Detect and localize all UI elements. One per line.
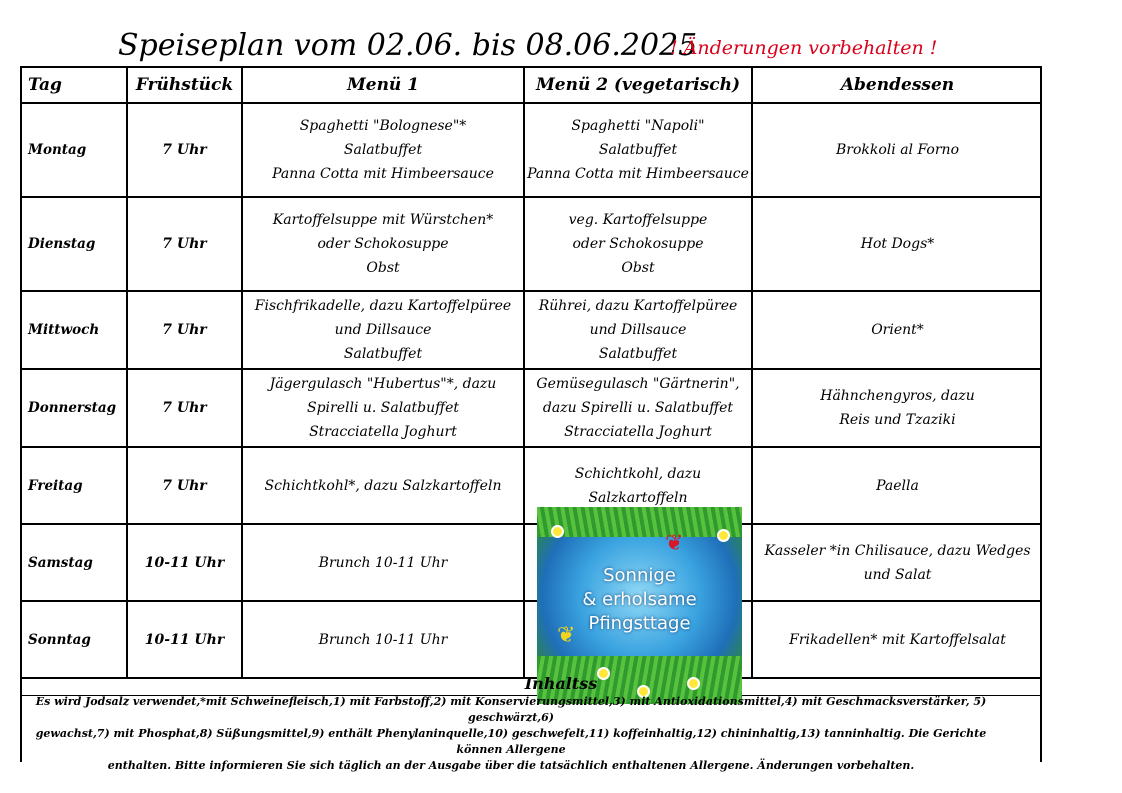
change-notice: ! Änderungen vorbehalten ! (670, 37, 938, 59)
menu1-cell (243, 104, 523, 196)
dish-line: Salatbuffet (343, 142, 423, 158)
legend-line: enthalten. Bitte informieren Sie sich täglich an der Ausgabe über die tatsächlich enthaltenen Allergene. Änderungen vorbehalten. (107, 759, 915, 772)
banner-line-3: Pfingsttage (588, 613, 691, 634)
menu1-cell (243, 448, 523, 523)
legend-text (12, 694, 1010, 774)
dish-line: Stracciatella Joghurt (309, 424, 457, 440)
dish-line: Paella (876, 477, 919, 494)
dish-line: Fischfrikadelle, dazu Kartoffelpüree (254, 298, 512, 314)
dish-line: veg. Kartoffelsuppe (568, 212, 708, 228)
dinner-cell (753, 602, 1042, 677)
dish-line: Obst (621, 260, 655, 276)
dinner-cell (753, 292, 1042, 368)
menu2-cell (525, 370, 751, 446)
dish-line: Kasseler *in Chilisauce, dazu Wedges (764, 542, 1031, 559)
dish-line: oder Schokosuppe (317, 236, 449, 252)
menu-table (20, 66, 1042, 762)
dish-line: Jägergulasch "Hubertus"*, dazu (269, 376, 497, 392)
dinner-cell (753, 104, 1042, 196)
menu1-cell (243, 292, 523, 368)
dinner-cell (753, 370, 1042, 446)
breakfast-cell: 7 Uhr (162, 477, 207, 494)
column-header: Abendessen (840, 75, 955, 95)
day-cell: Donnerstag (28, 400, 117, 416)
butterfly-icon: ❦ (557, 623, 576, 648)
dish-line: Salzkartoffeln (588, 489, 688, 506)
dish-line: Reis und Tzaziki (839, 412, 956, 428)
flower-icon (551, 525, 564, 538)
breakfast-cell: 7 Uhr (162, 236, 207, 252)
breakfast-cell: 10-11 Uhr (144, 631, 225, 648)
breakfast-cell: 7 Uhr (162, 400, 207, 416)
dish-line: und Dillsauce (589, 322, 687, 338)
dish-line: oder Schokosuppe (572, 236, 704, 252)
menu2-cell (525, 104, 751, 196)
dish-line: Spaghetti "Napoli" (571, 118, 705, 134)
dish-line: Salatbuffet (598, 142, 678, 158)
dish-line: dazu Spirelli u. Salatbuffet (542, 400, 734, 416)
dish-line: Rührei, dazu Kartoffelpüree (538, 298, 738, 314)
dish-line: Gemüsegulasch "Gärtnerin", (536, 376, 740, 392)
flower-icon (717, 529, 730, 542)
dish-line: Spirelli u. Salatbuffet (306, 400, 459, 416)
dish-line: Brunch 10-11 Uhr (318, 554, 448, 571)
day-cell: Mittwoch (28, 322, 100, 338)
day-cell: Dienstag (28, 236, 96, 252)
day-cell: Montag (28, 142, 87, 158)
column-header: Frühstück (135, 75, 234, 95)
legend-line: gewachst,7) mit Phosphat,8) Süßungsmittel,9) enthält Phenylaninquelle,10) geschwefelt,11) koffeinhaltig,12) chininhaltig,13) tanninhaltig. Die Gerichte können Allergene (35, 727, 987, 756)
dish-line: Schichtkohl*, dazu Salzkartoffeln (264, 477, 502, 494)
dish-line: Kartoffelsuppe mit Würstchen* (272, 212, 494, 228)
menu1-cell (243, 525, 523, 600)
banner-line-2: & erholsame (582, 589, 697, 610)
menu2-cell (525, 198, 751, 290)
dish-line: Spaghetti "Bolognese"* (299, 118, 467, 134)
legend-title: Inhaltss (524, 674, 598, 693)
dish-line: Brokkoli al Forno (836, 142, 959, 158)
dish-line: und Salat (863, 566, 932, 583)
menu2-cell (525, 292, 751, 368)
dish-line: Obst (366, 260, 400, 276)
legend-line: Es wird Jodsalz verwendet,*mit Schweinefleisch,1) mit Farbstoff,2) mit Konservierungsmittel,3) mit Antioxidationsmittel,4) mit Geschmacksverstärker, 5) geschwärzt,6) (35, 695, 987, 724)
dish-line: Orient* (871, 322, 924, 338)
page-title: Speiseplan vom 02.06. bis 08.06.2025 (118, 28, 698, 63)
menu1-cell (243, 370, 523, 446)
banner-line-1: Sonnige (603, 565, 676, 586)
dish-line: Salatbuffet (343, 346, 423, 362)
menu1-cell (243, 602, 523, 677)
day-cell: Sonntag (28, 631, 91, 648)
menu1-cell (243, 198, 523, 290)
dish-line: Frikadellen* mit Kartoffelsalat (789, 631, 1006, 648)
column-header: Tag (28, 75, 62, 95)
dish-line: Stracciatella Joghurt (564, 424, 712, 440)
column-header: Menü 1 (346, 75, 420, 95)
dish-line: Salatbuffet (598, 346, 678, 362)
dinner-cell (753, 448, 1042, 523)
breakfast-cell: 7 Uhr (162, 142, 207, 158)
dish-line: Panna Cotta mit Himbeersauce (527, 166, 749, 182)
column-header: Menü 2 (vegetarisch) (535, 75, 741, 95)
dish-line: Hähnchengyros, dazu (820, 388, 975, 404)
dinner-cell (753, 525, 1042, 600)
butterfly-icon: ❦ (665, 531, 684, 556)
breakfast-cell: 10-11 Uhr (144, 554, 225, 571)
dish-line: Hot Dogs* (860, 236, 935, 252)
dinner-cell (753, 198, 1042, 290)
day-cell: Freitag (28, 477, 83, 494)
dish-line: Panna Cotta mit Himbeersauce (272, 166, 494, 182)
dish-line: und Dillsauce (334, 322, 432, 338)
breakfast-cell: 7 Uhr (162, 322, 207, 338)
dish-line: Schichtkohl, dazu (574, 465, 702, 482)
dish-line: Brunch 10-11 Uhr (318, 631, 448, 648)
day-cell: Samstag (28, 554, 93, 571)
